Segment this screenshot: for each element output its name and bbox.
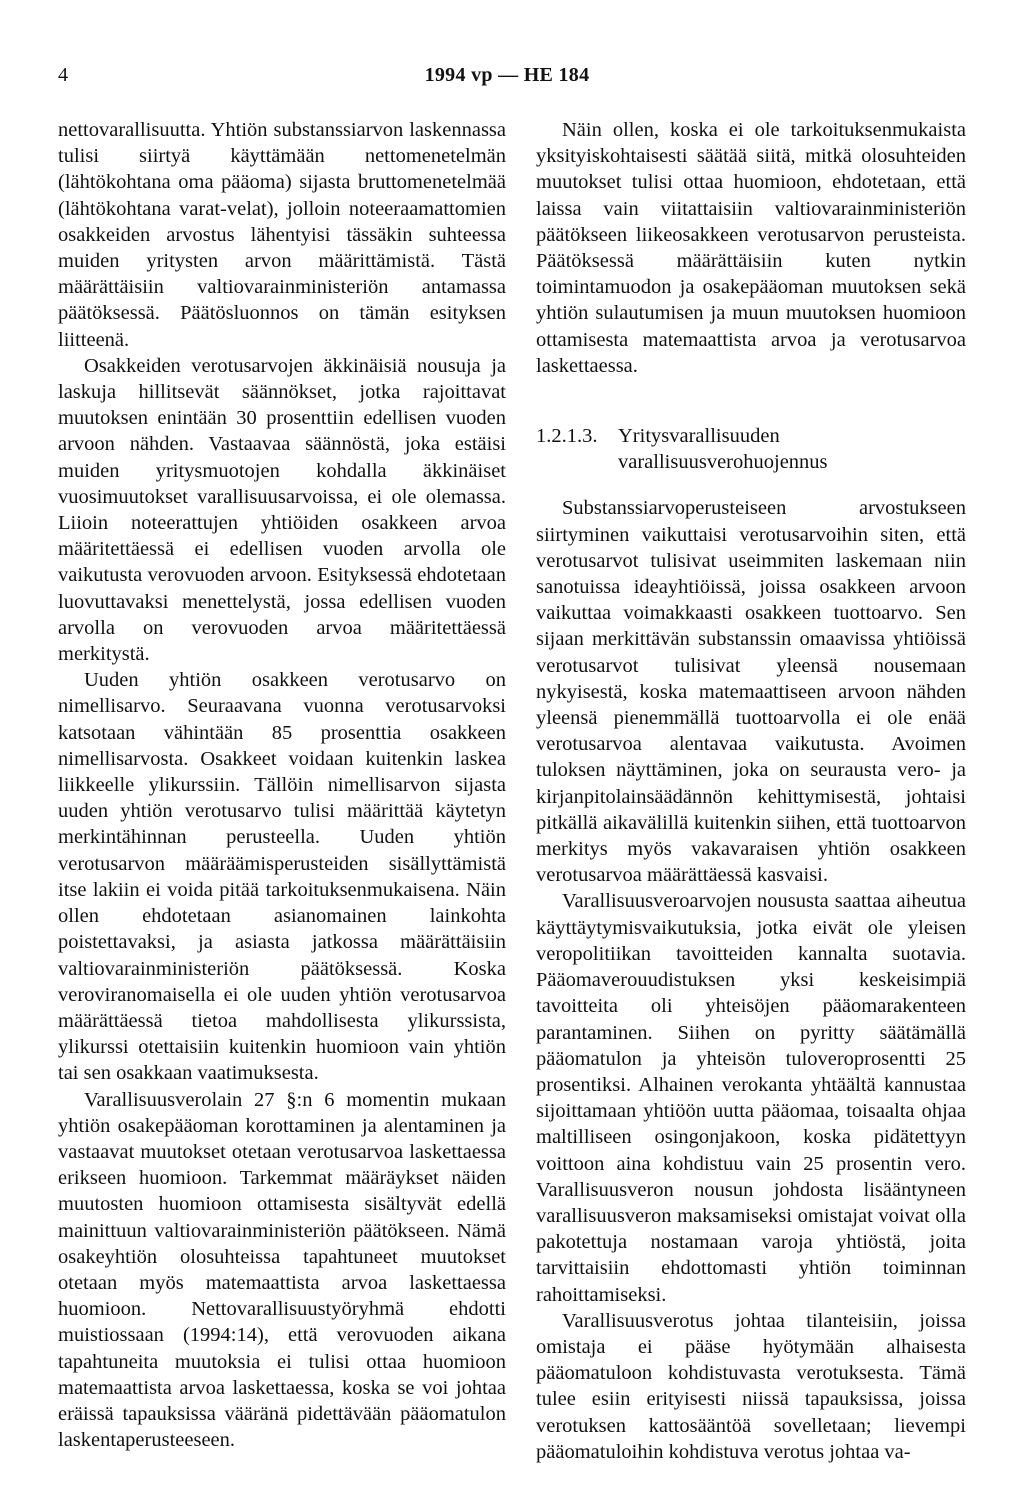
paragraph: nettovarallisuutta. Yhtiön substanssiarvon laskennassa tulisi siirtyä käyttämään nettomenetelmän (lähtökohtana oma pääoma) sijasta bruttomenetelmää (lähtökohtana varat-velat), jolloin noteeraamattomien osakkeiden arvostus lähentyisi tässäkin suhteessa muiden yritysten arvon määrittämistä. Tästä määrättäisiin valtiovarainministeriön antamassa päätöksessä. Päätösluonnos on tämän esityksen liitteenä. [58, 119, 506, 351]
running-title: 1994 vp — HE 184 [424, 64, 590, 86]
left-column [58, 117, 506, 1453]
page-header [58, 62, 956, 88]
page-number: 4 [58, 64, 68, 86]
paragraph: Uuden yhtiön osakkeen verotusarvo on nimellisarvo. Seuraavana vuonna verotusarvoksi katsotaan vähintään 85 prosenttia osakkeen nimellisarvosta. Osakkeet voidaan kuitenkin laskea liikkeelle ylikurssiin. Tällöin nimellisarvon sijasta uuden yhtiön verotusarvo tulisi määrittää käytetyn merkintähinnan perusteella. Uuden yhtiön verotusarvon määräämisperusteiden sisällyttämistä itse lakiin ei voida pitää tarkoituksenmukaisena. Näin ollen ehdotetaan asianomainen lainkohta poistettavaksi, ja asiasta jatkossa määrättäisiin valtiovarainministeriön päätöksessä. Koska veroviranomaisella ei ole uuden yhtiön verotusarvoa määrättäessä tietoa mahdollisesta ylikurssista, ylikurssi otettaisiin kuitenkin huomioon vain yhtiön tai sen osakkaan vaatimuksesta. [58, 669, 506, 1085]
paragraph: Substanssiarvoperusteiseen arvostukseen siirtyminen vaikuttaisi verotusarvoihin siten, että verotusarvot tulisivat useimmiten laskemaan niin sanotuissa ideayhtiöissä, joissa osakkeen arvoon vaikuttaa voimakkaasti osakkeen tuottoarvo. Sen sijaan merkittävän substanssin omaavissa yhtiöissä verotusarvot tulisivat yleensä nousemaan nykyisestä, koska matemaattiseen arvoon nähden yleensä pienemmällä tuottoarvolla ei ole enää verotusarvoa alentavaa vaikutusta. Avoimen tuloksen näyttäminen, joka on seurausta vero- ja kirjanpitolainsäädännön kehittymisestä, johtaisi pitkällä aikavälillä kuitenkin siihen, että tuottoarvon merkitys myös vakavaraisen yhtiön osakkeen verotusarvoa määrättäessä kasvaisi. [536, 497, 966, 887]
paragraph: Näin ollen, koska ei ole tarkoituksenmukaista yksityiskohtaisesti säätää siitä, mitkä olosuhteiden muutokset tulisi ottaa huomioon, ehdotetaan, että laissa vain viitattaisiin valtiovarainministeriön päätökseen liikeosakkeen verotusarvon perusteista. Päätöksessä määrättäisiin kuten nytkin toimintamuodon ja osakepääoman muutoksen sekä yhtiön sulautumisen ja muun muutoksen huomioon ottamisesta matemaattista arvoa ja verotusarvoa laskettaessa. [536, 119, 966, 377]
section-number: 1.2.1.3. [536, 425, 598, 448]
section-title: Yritysvarallisuuden varallisuusverohuojennus [618, 425, 828, 474]
paragraph: Varallisuusverotus johtaa tilanteisiin, joissa omistaja ei pääse hyötymään alhaisesta pääomatuloon kohdistuvasta verotuksesta. Tämä tulee esiin erityisesti niissä tapauksissa, joissa verotuksen kattosääntöä sovelletaan; lievempi pääomatuloihin kohdistuva verotus johtaa va- [536, 1309, 966, 1463]
paragraph: Varallisuusveroarvojen noususta saattaa aiheutua käyttäytymisvaikutuksia, jotka eivät ole yleisen veropolitiikan tavoitteiden kannalta suotavia. Pääomaverouudistuksen yksi keskeisimpiä tavoitteita oli yhteisöjen pääomarakenteen parantaminen. Siihen on pyritty säätämällä pääomatulon ja yhteisön tuloveroprosentti 25 prosentiksi. Alhainen verokanta yhtäältä kannustaa sijoittamaan yhtiöön uutta pääomaa, toisaalta ohjaa maltilliseen osingonjakoon, koska pidätettyyn voittoon aina kohdistuu vain 25 prosentin vero. Varallisuusveron nousun johdosta lisääntyneen varallisuusveron maksamiseksi omistajat voivat olla pakotettuja nostamaan varoja yhtiöstä, joita tarvittaisiin ehdottomasti yhtiön toiminnan rahoittamiseksi. [536, 890, 966, 1306]
paragraph: Osakkeiden verotusarvojen äkkinäisiä nousuja ja laskuja hillitsevät säännökset, jotka rajoittavat muutoksen enintään 30 prosenttiin edellisen vuoden arvoon nähden. Vastaavaa säännöstä, joka estäisi muiden yritysmuotojen kohdalla äkkinäiset vuosimuutokset varallisuusarvoissa, ei ole olemassa. Liioin noteerattujen yhtiöiden osakkeen arvoa määritettäessä ei edellisen vuoden arvolla ole vaikutusta verovuoden arvoon. Esityksessä ehdotetaan luovuttavaksi menettelystä, jossa edellisen vuoden arvolla on verovuoden arvoa määritettäessä merkitystä. [58, 354, 506, 666]
paragraph: Varallisuusverolain 27 §:n 6 momentin mukaan yhtiön osakepääoman korottaminen ja alentaminen ja vastaavat muutokset otetaan verotusarvoa laskettaessa erikseen huomioon. Tarkemmat määräykset näiden muutosten huomioon ottamisesta sisältyvät edellä mainittuun valtiovarainministeriön päätökseen. Nämä osakeyhtiön olosuhteissa tapahtuneet muutokset otetaan myös matemaattista arvoa laskettaessa huomioon. Nettovarallisuustyöryhmä ehdotti muistiossaan (1994:14), että verovuoden aikana tapahtuneita muutoksia ei tulisi ottaa huomioon matemaattista arvoa laskettaessa, koska se voi johtaa eräissä tapauksissa vääränä pidettävään pääomatulon laskentaperusteeseen. [58, 1088, 506, 1452]
right-column [536, 117, 966, 1465]
section-heading [536, 423, 966, 475]
